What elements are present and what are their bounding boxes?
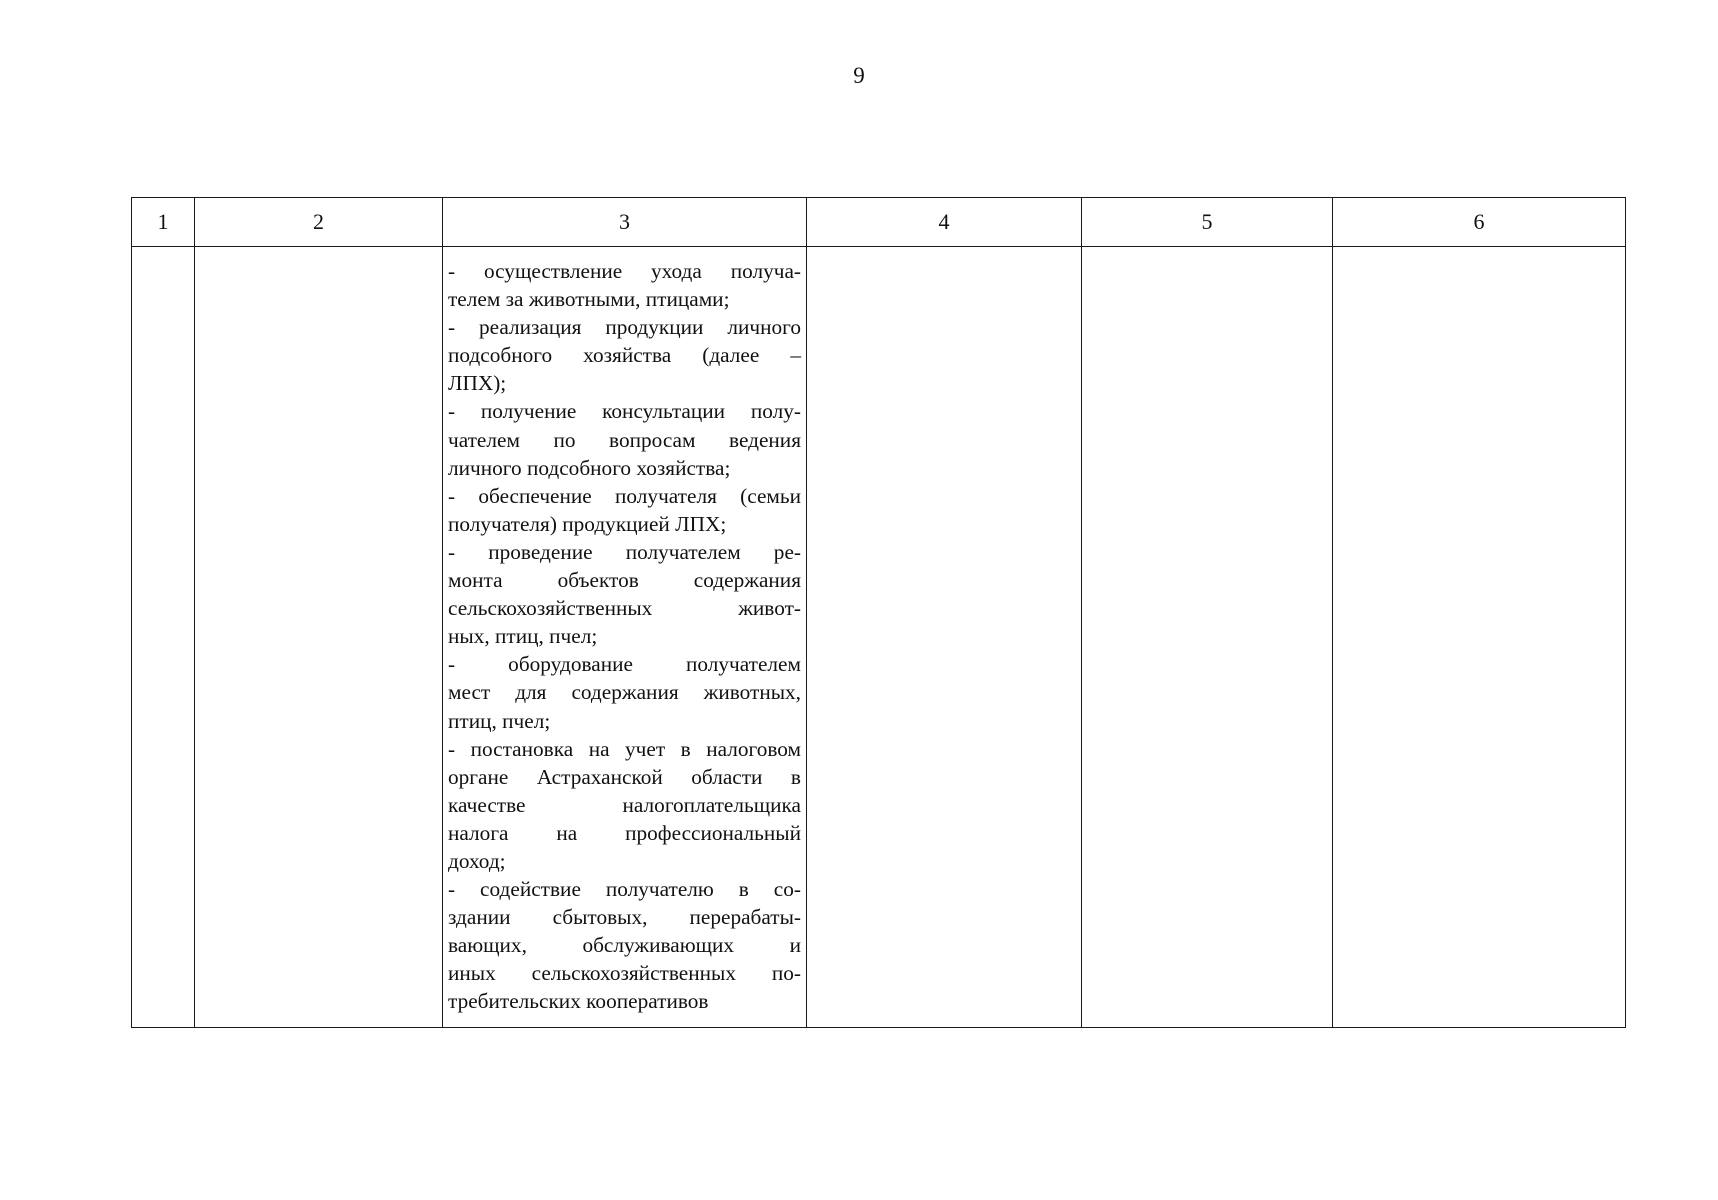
text-line: сельскохозяйственных живот-: [448, 596, 801, 621]
cell-col-5: [1082, 247, 1333, 1028]
text-line: чателем по вопросам ведения: [448, 427, 801, 452]
cell-col-3: [443, 247, 807, 1028]
column-header-2: 2: [195, 198, 443, 247]
text-line: - осуществление ухода получа-: [448, 259, 801, 283]
text-line: требительских кооперативов: [448, 989, 709, 1014]
page-number: 9: [853, 63, 865, 88]
header-row: [132, 198, 1626, 247]
text-line: вающих, обслуживающих и: [448, 933, 801, 958]
text-line: подсобного хозяйства (далее –: [448, 343, 801, 368]
text-line: доход;: [448, 848, 506, 873]
text-line: налога на профессиональный: [448, 820, 801, 845]
text-line: мест для содержания животных,: [448, 680, 801, 705]
table-header: [132, 198, 1626, 247]
cell-col-1: [132, 247, 195, 1028]
cell-col-4: [807, 247, 1082, 1028]
text-line: телем за животными, птицами;: [448, 287, 730, 312]
text-line: монта объектов содержания: [448, 568, 801, 593]
column-header-3: 3: [443, 198, 807, 247]
table-body: [132, 247, 1626, 1028]
cell-col-2: [195, 247, 443, 1028]
column-header-6: 6: [1333, 198, 1626, 247]
activities-list: [443, 247, 806, 1022]
text-line: здании сбытовых, перерабаты-: [448, 905, 801, 930]
table-row: [132, 247, 1626, 1028]
text-line: получателя) продукцией ЛПХ;: [448, 511, 727, 536]
text-line: - получение консультации полу-: [448, 399, 801, 424]
column-header-4: 4: [807, 198, 1082, 247]
text-line: - постановка на учет в налоговом: [448, 736, 801, 761]
column-header-1: 1: [132, 198, 195, 247]
text-line: ЛПХ);: [448, 371, 507, 396]
text-line: - проведение получателем ре-: [448, 539, 801, 564]
text-line: ных, птиц, пчел;: [448, 624, 598, 649]
text-line: - обеспечение получателя (семьи: [448, 483, 801, 508]
cell-col-6: [1333, 247, 1626, 1028]
text-line: органе Астраханской области в: [448, 764, 801, 789]
column-header-5: 5: [1082, 198, 1333, 247]
text-line: - оборудование получателем: [448, 652, 801, 677]
text-line: личного подсобного хозяйства;: [448, 455, 731, 480]
text-line: - реализация продукции личного: [448, 315, 801, 340]
text-line: птиц, пчел;: [448, 708, 551, 733]
text-line: иных сельскохозяйственных по-: [448, 961, 801, 986]
text-line: качестве налогоплательщика: [448, 792, 801, 817]
text-line: - содействие получателю в со-: [448, 877, 801, 902]
document-table: [131, 197, 1626, 1028]
